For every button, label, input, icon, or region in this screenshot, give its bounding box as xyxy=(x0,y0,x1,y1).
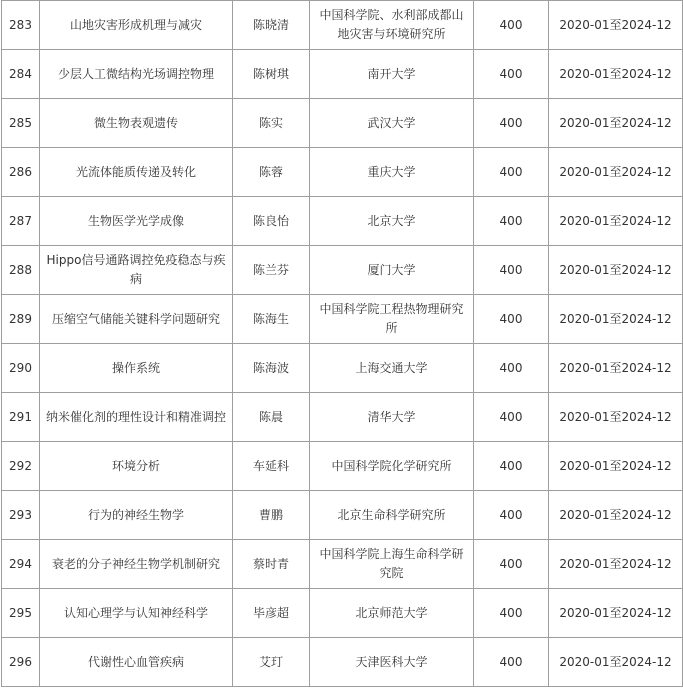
cell-number: 289 xyxy=(2,295,40,344)
cell-organization: 中国科学院化学研究所 xyxy=(310,442,474,491)
table-row xyxy=(2,393,683,442)
cell-leader: 陈蓉 xyxy=(233,148,310,197)
cell-project: 认知心理学与认知神经科学 xyxy=(40,589,233,638)
cell-leader: 陈兰芬 xyxy=(233,246,310,295)
table-row xyxy=(2,589,683,638)
cell-amount: 400 xyxy=(474,638,549,687)
cell-leader: 陈良怡 xyxy=(233,197,310,246)
cell-organization: 南开大学 xyxy=(310,50,474,99)
cell-number: 296 xyxy=(2,638,40,687)
cell-period: 2020-01至2024-12 xyxy=(549,442,683,491)
cell-organization: 重庆大学 xyxy=(310,148,474,197)
table-row xyxy=(2,491,683,540)
cell-project: 少层人工微结构光场调控物理 xyxy=(40,50,233,99)
cell-period: 2020-01至2024-12 xyxy=(549,1,683,50)
table-row xyxy=(2,638,683,687)
table-row xyxy=(2,295,683,344)
cell-organization: 上海交通大学 xyxy=(310,344,474,393)
cell-number: 283 xyxy=(2,1,40,50)
table-row xyxy=(2,442,683,491)
cell-period: 2020-01至2024-12 xyxy=(549,197,683,246)
cell-amount: 400 xyxy=(474,442,549,491)
cell-amount: 400 xyxy=(474,246,549,295)
cell-organization: 北京师范大学 xyxy=(310,589,474,638)
cell-leader: 蔡时青 xyxy=(233,540,310,589)
cell-organization: 北京生命科学研究所 xyxy=(310,491,474,540)
table-row xyxy=(2,197,683,246)
cell-period: 2020-01至2024-12 xyxy=(549,148,683,197)
cell-period: 2020-01至2024-12 xyxy=(549,491,683,540)
cell-number: 293 xyxy=(2,491,40,540)
cell-amount: 400 xyxy=(474,589,549,638)
cell-leader: 陈海生 xyxy=(233,295,310,344)
cell-leader: 陈晨 xyxy=(233,393,310,442)
cell-organization: 中国科学院上海生命科学研究院 xyxy=(310,540,474,589)
table-body xyxy=(2,1,683,687)
cell-project: 生物医学光学成像 xyxy=(40,197,233,246)
cell-leader: 陈海波 xyxy=(233,344,310,393)
cell-amount: 400 xyxy=(474,295,549,344)
cell-organization: 厦门大学 xyxy=(310,246,474,295)
cell-period: 2020-01至2024-12 xyxy=(549,638,683,687)
cell-project: 行为的神经生物学 xyxy=(40,491,233,540)
cell-leader: 陈树琪 xyxy=(233,50,310,99)
cell-amount: 400 xyxy=(474,540,549,589)
cell-leader: 艾玎 xyxy=(233,638,310,687)
cell-project: 衰老的分子神经生物学机制研究 xyxy=(40,540,233,589)
cell-amount: 400 xyxy=(474,99,549,148)
cell-period: 2020-01至2024-12 xyxy=(549,589,683,638)
cell-amount: 400 xyxy=(474,1,549,50)
cell-period: 2020-01至2024-12 xyxy=(549,393,683,442)
cell-leader: 陈晓清 xyxy=(233,1,310,50)
cell-amount: 400 xyxy=(474,148,549,197)
cell-number: 292 xyxy=(2,442,40,491)
cell-amount: 400 xyxy=(474,491,549,540)
cell-period: 2020-01至2024-12 xyxy=(549,246,683,295)
cell-number: 286 xyxy=(2,148,40,197)
cell-organization: 中国科学院工程热物理研究所 xyxy=(310,295,474,344)
table-row xyxy=(2,50,683,99)
table-row xyxy=(2,148,683,197)
cell-amount: 400 xyxy=(474,393,549,442)
cell-amount: 400 xyxy=(474,197,549,246)
cell-period: 2020-01至2024-12 xyxy=(549,344,683,393)
cell-project: 纳米催化剂的理性设计和精准调控 xyxy=(40,393,233,442)
cell-period: 2020-01至2024-12 xyxy=(549,99,683,148)
cell-project: 微生物表观遗传 xyxy=(40,99,233,148)
cell-organization: 武汉大学 xyxy=(310,99,474,148)
cell-number: 288 xyxy=(2,246,40,295)
cell-period: 2020-01至2024-12 xyxy=(549,295,683,344)
cell-organization: 中国科学院、水利部成都山地灾害与环境研究所 xyxy=(310,1,474,50)
cell-amount: 400 xyxy=(474,50,549,99)
cell-organization: 天津医科大学 xyxy=(310,638,474,687)
cell-amount: 400 xyxy=(474,344,549,393)
table-row xyxy=(2,344,683,393)
table-row xyxy=(2,1,683,50)
cell-leader: 毕彦超 xyxy=(233,589,310,638)
cell-organization: 清华大学 xyxy=(310,393,474,442)
cell-number: 295 xyxy=(2,589,40,638)
cell-number: 291 xyxy=(2,393,40,442)
cell-project: 环境分析 xyxy=(40,442,233,491)
cell-leader: 陈实 xyxy=(233,99,310,148)
table-row xyxy=(2,540,683,589)
cell-organization: 北京大学 xyxy=(310,197,474,246)
cell-project: 操作系统 xyxy=(40,344,233,393)
table-row xyxy=(2,99,683,148)
cell-number: 285 xyxy=(2,99,40,148)
cell-project: Hippo信号通路调控免疫稳态与疾病 xyxy=(40,246,233,295)
cell-period: 2020-01至2024-12 xyxy=(549,50,683,99)
cell-project: 光流体能质传递及转化 xyxy=(40,148,233,197)
cell-project: 压缩空气储能关键科学问题研究 xyxy=(40,295,233,344)
cell-number: 284 xyxy=(2,50,40,99)
cell-number: 287 xyxy=(2,197,40,246)
cell-project: 山地灾害形成机理与减灾 xyxy=(40,1,233,50)
cell-number: 290 xyxy=(2,344,40,393)
cell-leader: 车延科 xyxy=(233,442,310,491)
project-table xyxy=(1,0,683,687)
cell-number: 294 xyxy=(2,540,40,589)
cell-project: 代谢性心血管疾病 xyxy=(40,638,233,687)
cell-period: 2020-01至2024-12 xyxy=(549,540,683,589)
cell-leader: 曹鹏 xyxy=(233,491,310,540)
table-row xyxy=(2,246,683,295)
